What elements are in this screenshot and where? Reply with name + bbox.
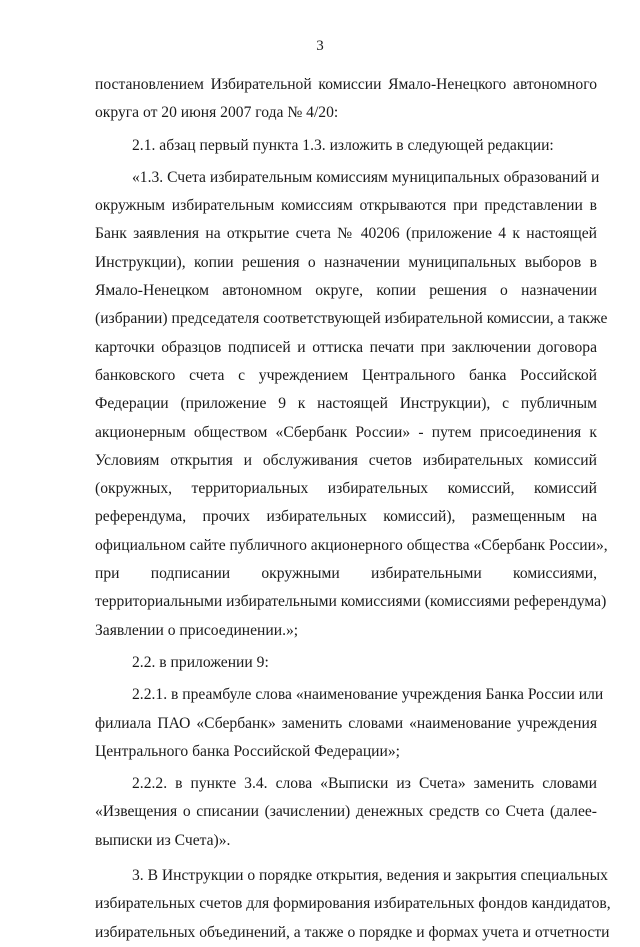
paragraph-3	[95, 862, 611, 947]
text-line: Условиям открытия и обслуживания счетов избирательных комиссий	[95, 451, 597, 469]
text-line: 2.2. в приложении 9:	[132, 653, 269, 671]
text-line: Центрального банка Российской Федерации»;	[95, 742, 401, 760]
text-line: карточки образцов подписей и оттиска печати при заключении договора	[95, 338, 597, 356]
paragraph-quoted-1-3	[95, 164, 608, 645]
text-line: территориальными избирательными комиссиями (комиссиями референдума)	[95, 593, 607, 611]
text-line: референдума, прочих избирательных комиссий), размещенным на	[95, 508, 597, 526]
document-body	[95, 71, 611, 947]
text-line: 3. В Инструкции о порядке открытия, ведения и закрытия специальных	[132, 867, 608, 885]
paragraph-continuation	[95, 71, 597, 128]
text-line: (избрании) председателя соответствующей избирательной комиссии, а также	[95, 310, 608, 328]
text-line: Федерации (приложение 9 к настоящей Инструкции), с публичным	[95, 395, 597, 413]
text-line: избирательных счетов для формирования избирательных фондов кандидатов,	[95, 895, 611, 913]
text-line: «Извещения о списании (зачислении) денежных средств со Счета (далее-	[95, 803, 597, 821]
text-line: Банк заявления на открытие счета № 40206 (приложение 4 к настоящей	[95, 225, 597, 243]
paragraph-2-2-1	[95, 681, 604, 766]
text-line: акционерным обществом «Сбербанк России» - путем присоединения к	[95, 423, 597, 441]
page-number: 3	[316, 38, 324, 54]
text-line: Ямало-Ненецком автономном округе, копии решения о назначении	[95, 282, 597, 300]
paragraph-2-2-2	[95, 770, 597, 855]
text-line: «1.3. Счета избирательным комиссиям муниципальных образований и	[132, 168, 600, 186]
text-line: выписки из Счета)».	[95, 831, 231, 849]
text-line: при подписании окружными избирательными комиссиями,	[95, 565, 597, 583]
text-line: постановлением Избирательной комиссии Ямало-Ненецкого автономного	[95, 76, 597, 93]
text-line: окружным избирательным комиссиям открываются при представлении в	[95, 197, 597, 215]
text-line: округа от 20 июня 2007 года № 4/20:	[95, 104, 339, 122]
text-line: 2.2.2. в пункте 3.4. слова «Выписки из Счета» заменить словами	[132, 775, 597, 793]
text-line: 2.2.1. в преамбуле слова «наименование учреждения Банка России или	[132, 686, 604, 704]
text-line: 2.1. абзац первый пункта 1.3. изложить в следующей редакции:	[132, 136, 554, 154]
paragraph-2-2	[95, 649, 597, 677]
paragraph-2-1	[95, 132, 597, 160]
text-line: Заявлении о присоединении.»;	[95, 621, 299, 639]
text-line: официальном сайте публичного акционерного общества «Сбербанк России»,	[95, 536, 608, 554]
text-line: Инструкции), копии решения о назначении муниципальных выборов в	[95, 253, 597, 271]
text-line: избирательных объединений, а также о порядке и формах учета и отчетности	[95, 923, 610, 941]
text-line: филиала ПАО «Сбербанк» заменить словами «наименование учреждения	[95, 714, 597, 732]
text-line: банковского счета с учреждением Центрального банка Российской	[95, 366, 597, 384]
text-line: (окружных, территориальных избирательных комиссий, комиссий	[95, 480, 597, 498]
